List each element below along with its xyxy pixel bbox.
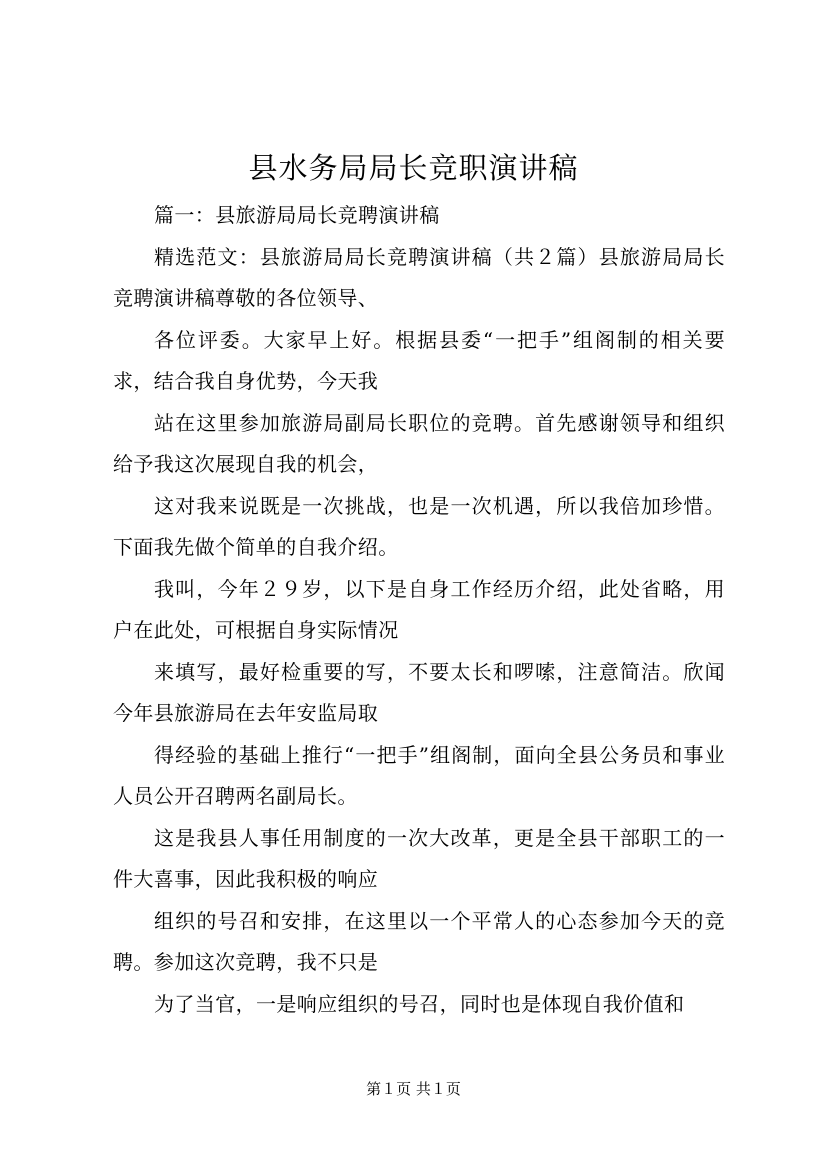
paragraph: 这是我县人事任用制度的一次大改革，更是全县干部职工的一件大喜事，因此我积极的响应 <box>113 825 725 891</box>
paragraph: 这对我来说既是一次挑战，也是一次机遇，所以我倍加珍惜。下面我先做个简单的自我介绍。 <box>113 493 725 559</box>
paragraph: 为了当官，一是响应组织的号召，同时也是体现自我价值和 <box>154 991 685 1016</box>
paragraph: 得经验的基础上推行“一把手”组阁制，面向全县公务员和事业人员公开召聘两名副局长。 <box>113 742 725 808</box>
paragraph: 组织的号召和安排，在这里以一个平常人的心态参加今天的竞聘。参加这次竞聘，我不只是 <box>113 908 725 974</box>
document-title: 县水务局局长竞职演讲稿 <box>248 151 579 185</box>
paragraph: 来填写，最好检重要的写，不要太长和啰嗦，注意简洁。欣闻今年县旅游局在去年安监局取 <box>113 659 725 725</box>
paragraph: 各位评委。大家早上好。根据县委“一把手”组阁制的相关要求，结合我自身优势，今天我 <box>113 327 725 393</box>
document-body <box>113 195 725 1025</box>
paragraph: 篇一：县旅游局局长竞聘演讲稿 <box>154 203 440 227</box>
page-number-footer: 第１页 共１页 <box>366 1080 461 1098</box>
paragraph: 站在这里参加旅游局副局长职位的竞聘。首先感谢领导和组织给予我这次展现自我的机会， <box>113 410 725 476</box>
paragraph: 我叫，今年２９岁，以下是自身工作经历介绍，此处省略，用户在此处，可根据自身实际情况 <box>113 576 725 642</box>
paragraph: 精选范文：县旅游局局长竞聘演讲稿（共２篇）县旅游局局长竞聘演讲稿尊敬的各位领导、 <box>113 244 725 310</box>
